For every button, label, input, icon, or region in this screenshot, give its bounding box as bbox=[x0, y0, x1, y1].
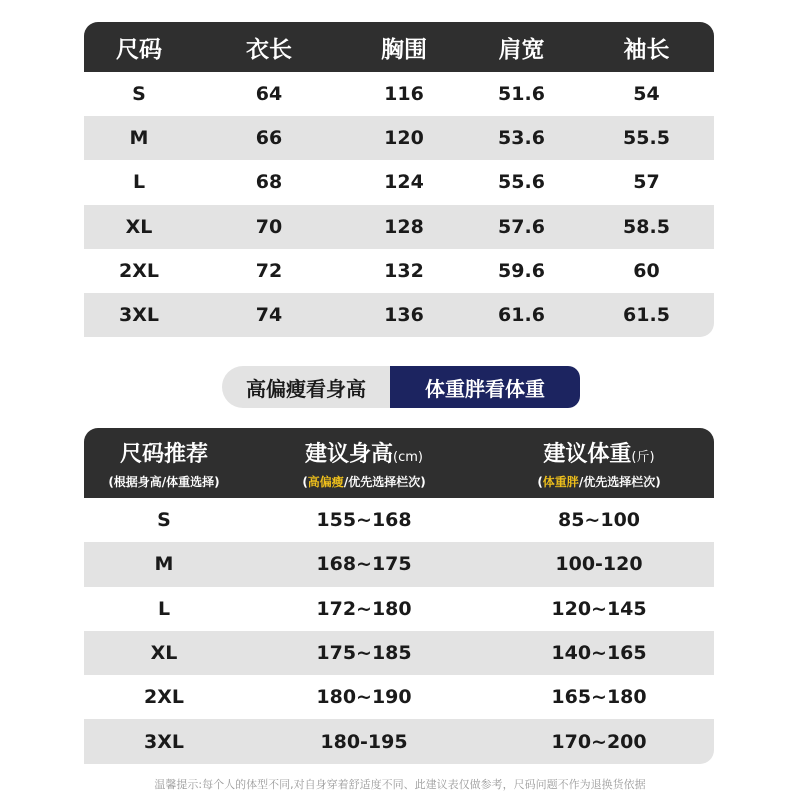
header-unit: (cm) bbox=[393, 449, 423, 465]
cell-shoulder: 51.6 bbox=[498, 83, 545, 106]
cell-chest: 132 bbox=[384, 259, 424, 282]
cell-shoulder: 55.6 bbox=[498, 171, 545, 194]
header-recommend-size bbox=[84, 437, 244, 490]
cell-weight: 165~180 bbox=[551, 686, 647, 709]
header-size: 尺码 bbox=[116, 36, 162, 63]
cell-chest: 128 bbox=[384, 215, 424, 238]
cell-size: XL bbox=[150, 642, 178, 665]
cell-size: XL bbox=[125, 215, 153, 238]
table-row bbox=[84, 160, 714, 204]
table-row bbox=[84, 205, 714, 249]
cell-chest: 116 bbox=[384, 83, 424, 106]
header-chest: 胸围 bbox=[381, 36, 427, 63]
disclaimer-footnote: 温馨提示:每个人的体型不同,对自身穿着舒适度不同、此建议表仅做参考，尺码问题不作为退换货依据 bbox=[154, 778, 646, 791]
cell-length: 70 bbox=[255, 215, 283, 238]
cell-weight: 140~165 bbox=[551, 642, 647, 665]
tag-tall-slim: 高偏瘦看身高 bbox=[222, 366, 390, 408]
header-note: (体重胖/优先选择栏次) bbox=[537, 474, 661, 489]
cell-height: 180~190 bbox=[316, 686, 412, 709]
fit-tip-tag bbox=[222, 366, 580, 408]
header-height bbox=[244, 437, 484, 490]
cell-height: 155~168 bbox=[316, 509, 412, 532]
cell-size: M bbox=[154, 553, 174, 576]
cell-shoulder: 59.6 bbox=[498, 259, 545, 282]
highlight-text: 体重胖 bbox=[542, 474, 579, 489]
cell-length: 68 bbox=[255, 171, 283, 194]
cell-shoulder: 57.6 bbox=[498, 215, 545, 238]
cell-size: M bbox=[129, 127, 149, 150]
highlight-text: 高偏瘦 bbox=[307, 474, 344, 489]
cell-length: 72 bbox=[255, 259, 283, 282]
cell-sleeve: 55.5 bbox=[623, 127, 670, 150]
cell-sleeve: 58.5 bbox=[623, 215, 670, 238]
cell-length: 66 bbox=[255, 127, 283, 150]
cell-height: 168~175 bbox=[316, 553, 412, 576]
cell-size: S bbox=[157, 509, 171, 532]
size-recommendation-table bbox=[84, 428, 714, 764]
cell-chest: 120 bbox=[384, 127, 424, 150]
tag-heavy-weight: 体重胖看体重 bbox=[390, 366, 580, 408]
table-row bbox=[84, 675, 714, 719]
cell-size: 2XL bbox=[144, 686, 184, 709]
cell-height: 180-195 bbox=[320, 730, 408, 753]
cell-shoulder: 61.6 bbox=[498, 304, 545, 327]
header-sleeve: 袖长 bbox=[623, 36, 670, 63]
table-row bbox=[84, 249, 714, 293]
table-row bbox=[84, 72, 714, 116]
cell-weight: 100-120 bbox=[555, 553, 643, 576]
header-title: 建议体重(斤) bbox=[543, 441, 655, 467]
size-measurement-table bbox=[84, 22, 714, 337]
cell-size: L bbox=[157, 597, 171, 620]
cell-size: S bbox=[132, 83, 146, 106]
header-weight bbox=[484, 437, 714, 490]
cell-weight: 85~100 bbox=[557, 509, 641, 532]
header-note: (高偏瘦/优先选择栏次) bbox=[302, 474, 426, 489]
cell-height: 172~180 bbox=[316, 597, 412, 620]
table-row bbox=[84, 116, 714, 160]
cell-size: 2XL bbox=[119, 259, 159, 282]
header-title: 建议身高(cm) bbox=[305, 441, 423, 467]
cell-size: 3XL bbox=[144, 730, 184, 753]
cell-shoulder: 53.6 bbox=[498, 127, 545, 150]
cell-length: 64 bbox=[255, 83, 283, 106]
cell-weight: 120~145 bbox=[551, 597, 647, 620]
table-row bbox=[84, 542, 714, 586]
cell-length: 74 bbox=[255, 304, 283, 327]
cell-sleeve: 60 bbox=[633, 259, 660, 282]
table-row bbox=[84, 631, 714, 675]
header-title: 尺码推荐 bbox=[119, 441, 208, 467]
cell-chest: 136 bbox=[384, 304, 424, 327]
cell-chest: 124 bbox=[384, 171, 424, 194]
recommend-table-header bbox=[84, 428, 714, 498]
cell-sleeve: 61.5 bbox=[623, 304, 670, 327]
header-note: (根据身高/体重选择) bbox=[108, 474, 220, 489]
header-shoulder: 肩宽 bbox=[498, 36, 545, 63]
header-unit: (斤) bbox=[631, 449, 655, 465]
cell-size: L bbox=[132, 171, 146, 194]
table-row bbox=[84, 719, 714, 763]
table-row bbox=[84, 498, 714, 542]
cell-size: 3XL bbox=[119, 304, 159, 327]
cell-weight: 170~200 bbox=[551, 730, 647, 753]
cell-sleeve: 57 bbox=[633, 171, 660, 194]
header-length: 衣长 bbox=[246, 36, 292, 63]
cell-sleeve: 54 bbox=[633, 83, 660, 106]
size-table-header bbox=[84, 22, 714, 72]
table-row bbox=[84, 587, 714, 631]
table-row bbox=[84, 293, 714, 337]
cell-height: 175~185 bbox=[316, 642, 412, 665]
